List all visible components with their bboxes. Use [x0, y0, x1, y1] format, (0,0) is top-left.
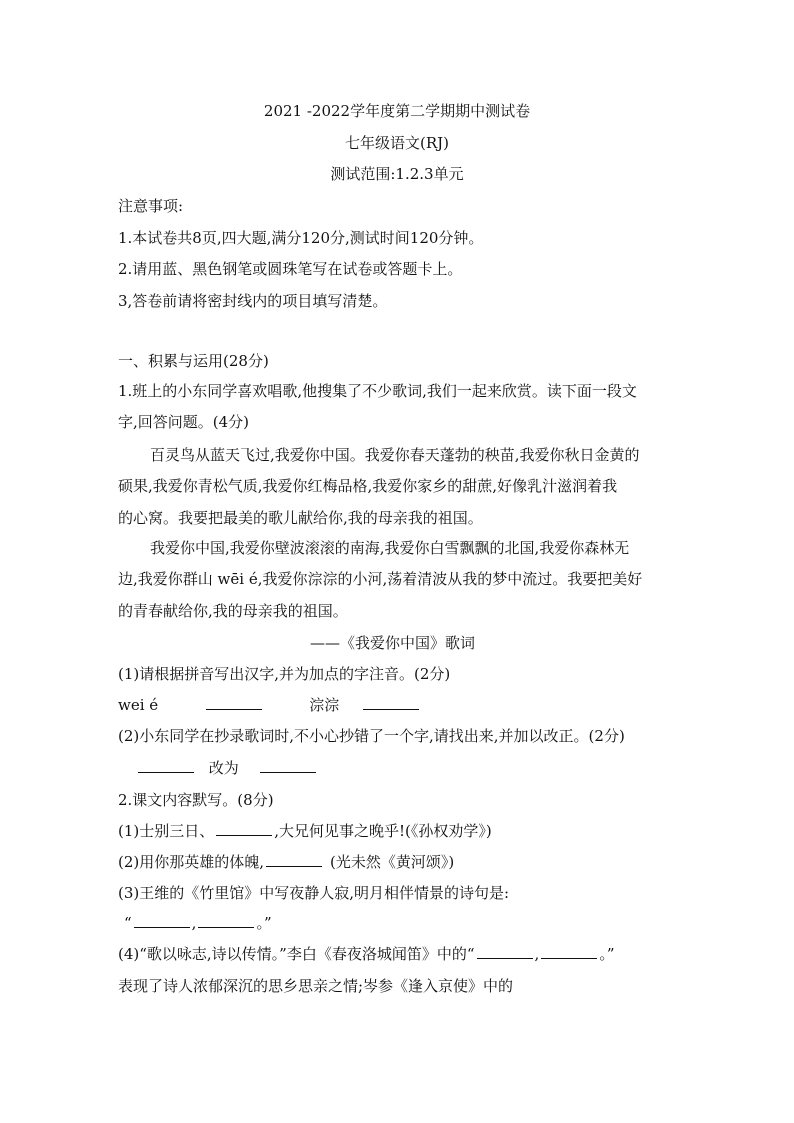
passage-line-1: 百灵鸟从蓝天飞过,我爱你中国。我爱你春天蓬勃的秧苗,我爱你秋日金黄的 — [150, 446, 640, 464]
answer-blank[interactable] — [198, 913, 254, 928]
answer-blank[interactable] — [266, 852, 322, 867]
passage-line-5: 边,我爱你群山 wēi é,我爱你淙淙的小河,荡着清波从我的梦中流过。我要把美好 — [118, 570, 643, 588]
pinyin-label: wei é — [118, 696, 159, 714]
passage-source: ——《我爱你中国》歌词 — [310, 634, 476, 652]
q2-item-3-open-quote: “ — [124, 914, 132, 932]
q2-item-3-comma: , — [191, 914, 197, 932]
answer-blank[interactable] — [206, 695, 262, 710]
note-item-3: 3,答卷前请将密封线内的项目填写清楚。 — [118, 292, 388, 310]
note-item-1: 1.本试卷共8页,四大题,满分120分,测试时间120分钟。 — [118, 229, 484, 247]
answer-blank[interactable] — [477, 944, 533, 959]
q2-item-2 — [118, 852, 678, 872]
q1-sub1-prompt: (1)请根据拼音写出汉字,并为加点的字注音。(2分) — [118, 665, 451, 683]
passage-line-6: 的青春献给你,我的母亲我的祖国。 — [118, 602, 348, 620]
q2-item-2-pre: (2)用你那英雄的体魄, — [118, 853, 265, 871]
answer-blank[interactable] — [134, 913, 190, 928]
q2-item-1-post: ,大兄何见事之晚乎!(《孙权劝学》) — [274, 822, 492, 840]
passage-line-2: 硕果,我爱你青松气质,我爱你红梅品格,我爱你家乡的甜蔗,好像乳汁滋润着我 — [118, 477, 618, 495]
q1-sub2-answer-row — [136, 758, 696, 778]
q2-item-4-line-2: 表现了诗人浓郁深沉的思乡思亲之情;岑参《逢入京使》中的 — [118, 977, 514, 995]
answer-blank[interactable] — [541, 944, 597, 959]
answer-blank[interactable] — [363, 695, 419, 710]
exam-scope: 测试范围:1.2.3单元 — [330, 165, 464, 183]
q1-stem-line-1: 1.班上的小东同学喜欢唱歌,他搜集了不少歌词,我们一起来欣赏。读下面一段文 — [118, 382, 637, 400]
q1-sub1-answer-row — [118, 695, 678, 715]
exam-subject: 七年级语文(RJ) — [344, 134, 449, 152]
note-item-2: 2.请用蓝、黑色钢笔或圆珠笔写在试卷或答题卡上。 — [118, 260, 463, 278]
q1-sub2-prompt: (2)小东同学在抄录歌词时,不小心抄错了一个字,请找出来,并加以改正。(2分) — [118, 727, 625, 745]
q2-item-4 — [118, 944, 678, 964]
q2-item-3-close-quote: 。” — [256, 914, 272, 932]
q2-item-4-comma: , — [534, 945, 540, 963]
change-label: 改为 — [208, 759, 239, 777]
notes-heading: 注意事项: — [118, 197, 184, 215]
q2-item-1-pre: (1)士别三日、 — [118, 822, 215, 840]
q1-stem-line-2: 字,回答问题。(4分) — [118, 413, 250, 431]
passage-line-3: 的心窝。我要把最美的歌儿献给你,我的母亲我的祖国。 — [118, 509, 483, 527]
section-1-heading: 一、积累与运用(28分) — [118, 352, 269, 370]
exam-title: 2021 -2022学年度第二学期期中测试卷 — [263, 102, 531, 120]
answer-blank[interactable] — [216, 821, 272, 836]
answer-blank[interactable] — [260, 758, 316, 773]
passage-line-4: 我爱你中国,我爱你壁波滚滚的南海,我爱你白雪飘飘的北国,我爱你森林无 — [150, 539, 630, 557]
q2-stem: 2.课文内容默写。(8分) — [118, 791, 274, 809]
q2-item-3-answer-row — [124, 913, 684, 933]
q2-item-3: (3)王维的《竹里馆》中写夜静人寂,明月相伴情景的诗句是: — [118, 884, 510, 902]
q2-item-4-pre: (4)“歌以咏志,诗以传情。”李白《春夜洛城闻笛》中的“ — [118, 945, 475, 963]
q2-item-1 — [118, 821, 678, 841]
q2-item-2-post: (光未然《黄河颂》) — [330, 853, 455, 871]
q2-item-4-close-quote: 。” — [599, 945, 615, 963]
answer-blank[interactable] — [138, 758, 194, 773]
word-label: 淙淙 — [309, 696, 340, 714]
